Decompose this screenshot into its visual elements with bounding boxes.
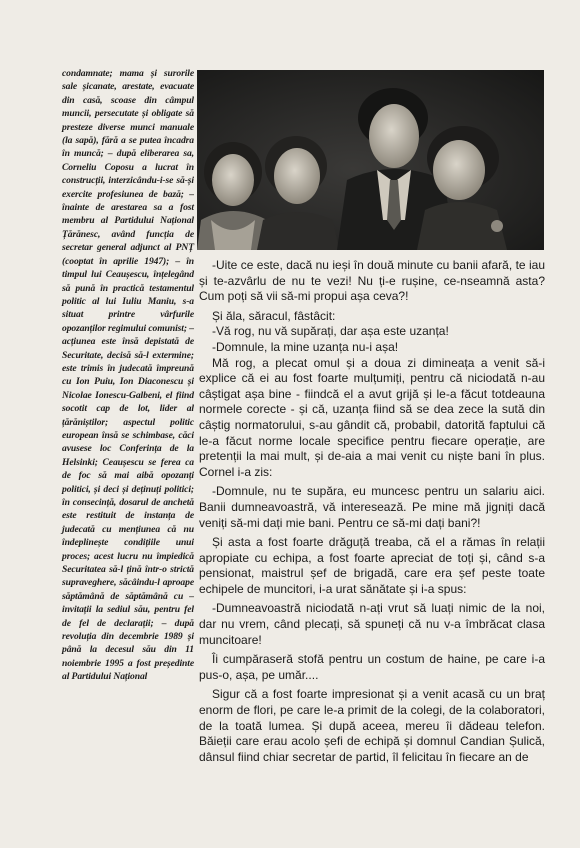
paragraph: Sigur că a fost foarte impresionat și a venit acasă cu un braț enorm de flori, pe care le-a primit de la colegi, de la colaboratori, de la toată lumea. Și după aceea, mereu îi dădeau telefon. Băieții care erau acolo șefi de echipă și domnul Candian Șulică, dânsul fiind chiar secretar de partid, îl felicitau în fiecare an de [199,687,545,764]
paragraph: Și ăla, săracul, fâstâcit: [212,308,336,323]
paragraph: -Dumneavoastră niciodată n-ați vrut să luați nimic de la noi, dar nu vrem, când plecați, să spuneți că nu v-a îmbrăcat clasa muncitoare! [199,601,545,647]
paragraph: Îi cumpăraseră stofă pentru un costum de haine, pe care i-a pus-o, așa, pe umăr.... [199,652,545,682]
sidebar-biography-text: condamnate; mama și surorile sale șicanate, arestate, evacuate din casă, scoase din câmpul muncii, persecutate și obligate să presteze diverse munci manuale (la sapă), fără a se putea încadra în muncă; – după eliberarea sa, Corneliu Coposu a lucrat în construcții, interzicându-i-se să-și exercite profesiunea de bază; – înainte de arestarea sa a fost membru al Partidului Național Țărănesc, având funcția de secretar general adjunct al PNȚ (cooptat în aprilie 1947); – în timpul lui Ceaușescu, înțelegând să pună în practică testamentul politic al lui Iuliu Maniu, s-a situat printre vârfurile opozanților regimului comunist; – acțiunea este însă depistată de Securitate, decisă să-l extermine; este trimis în judecată împreună cu Ion Puiu, Ion Diaconescu și Nicolae Ionescu-Galbeni, el fiind socotit cap de lot, lider al țărăniștilor; aspectul politic european însă se schimbase, căci avusese loc Conferința de la Helsinki; Ceaușescu se ferea ca de foc să mai aibă opozanți politici, și deci și deținuți politici; în consecință, dosarul de anchetă este restituit de instanța de judecată cu mențiunea că nu îndeplinește condițiile unui proces; acest lucru nu împiedică Securitatea să-l țină într-o strictă supraveghere, săcâindu-l aproape săptămână de săptămână cu – invitații la sediul său, pentru fel de fel de declarații; – după revoluția din decembrie 1989 și până la decesul său din 11 noiembrie 1995 a fost președinte al Partidului Național [62,68,194,683]
paragraph: Și asta a fost foarte drăguță treaba, că el a rămas în relații apropiate cu echipa, a fost foarte apreciat de toți și, când s-a pensionat, maistrul șef de brigadă, care era șef peste toate echipele de muncitori, i-a urat sănătate și i-a spus: [199,535,545,596]
main-text-column [199,258,545,765]
paragraph: -Vă rog, nu vă supărați, dar așa este uzanța! [212,324,449,339]
sidebar-biography-column [62,67,194,684]
group-photograph [197,70,544,250]
photo-image [197,70,544,250]
paragraph: -Domnule, la mine uzanța nu-i așa! [212,339,399,354]
paragraph: -Uite ce este, dacă nu ieși în două minute cu banii afară, te iau și te-azvârlu de nu te vezi! Nu ți-e rușine, ce-nseamnă asta? Cum poți să vii să-mi propui așa ceva?! [199,258,545,304]
paragraph: Mă rog, a plecat omul și a doua zi dimineața a venit să-i explice că ei au fost foarte mulțumiți, pentru că niciodată n-au câștigat așa bine - fiindcă el a avut grijă și le-a făcut totdeauna normele corecte - și că, uzanța fiind să se dea zece la sută din câștig normatorului, s-au gândit că, probabil, datorită faptului că le-a făcut norme locale specifice pentru fiecare operație, are pretenții la mai mult, și de-aia a mai venit cu niște bani în plus. Cornel i-a zis: [199,355,545,479]
paragraph: -Domnule, nu te supăra, eu muncesc pentru un salariu aici. Banii dumneavoastră, vă interesează. Pe mine mă jigniți dacă veniți să-mi dați mie bani. Pentru ce să-mi dați bani?! [199,484,545,530]
